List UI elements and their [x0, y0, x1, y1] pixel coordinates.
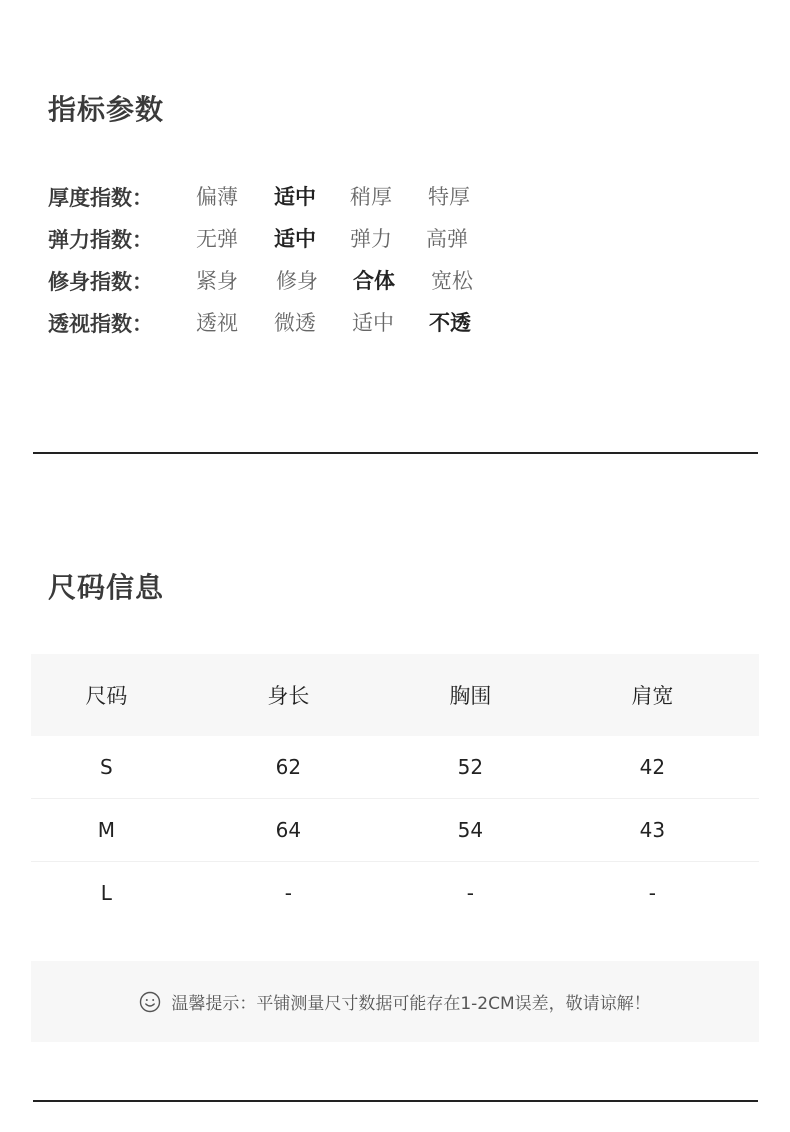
- table-row: [31, 799, 759, 862]
- table-header-row: [31, 654, 759, 736]
- param-option: 偏薄: [196, 185, 238, 209]
- param-option: 修身: [276, 269, 318, 293]
- param-option: 特厚: [428, 185, 470, 209]
- table-cell: 64: [275, 818, 302, 842]
- table-header-cell: 肩宽: [631, 684, 674, 708]
- table-row: [31, 862, 759, 924]
- section-divider: [33, 1100, 758, 1102]
- params-title: 指标参数: [48, 93, 165, 126]
- table-header-cell: 胸围: [449, 684, 492, 708]
- smiley-icon: [139, 991, 161, 1013]
- table-cell: -: [466, 881, 474, 905]
- param-row-fit: [48, 260, 473, 302]
- param-option: 无弹: [196, 227, 238, 251]
- table-row: [31, 736, 759, 799]
- param-option: 高弹: [426, 227, 468, 251]
- section-divider: [33, 452, 758, 454]
- param-option: 弹力: [350, 227, 392, 251]
- param-option: 透视: [196, 311, 238, 335]
- param-option-selected: 合体: [353, 269, 395, 293]
- param-row-transparency: [48, 302, 471, 344]
- table-header-cell: 尺码: [85, 684, 128, 708]
- param-row-elasticity: [48, 218, 468, 260]
- param-option: 微透: [274, 311, 316, 335]
- table-cell: 52: [457, 755, 484, 779]
- table-cell: 54: [457, 818, 484, 842]
- size-title: 尺码信息: [48, 571, 165, 604]
- size-table: [31, 654, 759, 924]
- param-option-selected: 不透: [429, 311, 471, 335]
- param-option: 宽松: [431, 269, 473, 293]
- table-header-cell: 身长: [267, 684, 310, 708]
- param-option-selected: 适中: [274, 227, 316, 251]
- param-option: 紧身: [196, 269, 238, 293]
- table-cell: 62: [275, 755, 302, 779]
- table-cell: -: [648, 881, 656, 905]
- param-label: 修身指数：: [48, 270, 153, 294]
- params-list: [48, 176, 473, 344]
- table-cell: L: [100, 881, 112, 905]
- param-option: 适中: [352, 311, 394, 335]
- tip-text: 温馨提示：平铺测量尺寸数据可能存在1-2CM误差，敬请谅解！: [171, 994, 651, 1014]
- table-cell: -: [284, 881, 292, 905]
- param-row-thickness: [48, 176, 470, 218]
- param-label: 透视指数：: [48, 312, 153, 336]
- table-cell: 43: [639, 818, 666, 842]
- param-option: 稍厚: [350, 185, 392, 209]
- param-option-selected: 适中: [274, 185, 316, 209]
- param-label: 厚度指数：: [48, 186, 153, 210]
- table-cell: S: [99, 755, 113, 779]
- table-cell: 42: [639, 755, 666, 779]
- param-label: 弹力指数：: [48, 228, 153, 252]
- table-cell: M: [97, 818, 115, 842]
- tip-box: [31, 961, 759, 1042]
